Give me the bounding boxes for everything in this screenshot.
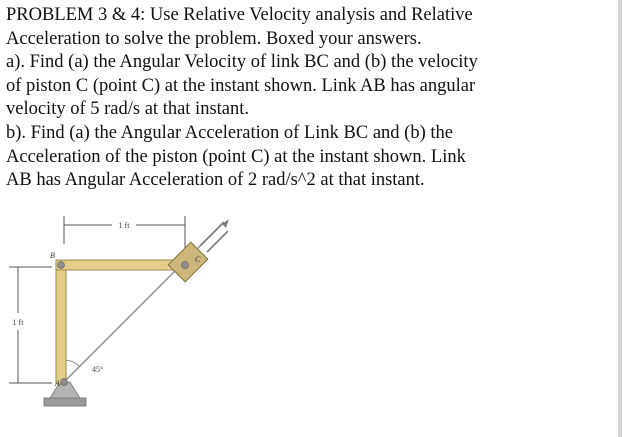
piston-guide bbox=[64, 219, 229, 382]
ground-base bbox=[44, 398, 86, 406]
problem-line: a). Find (a) the Angular Velocity of link BC and (b) the velocity bbox=[6, 52, 478, 73]
problem-line: Acceleration of the piston (point C) at the instant shown. Link bbox=[6, 146, 466, 167]
pin-a bbox=[61, 379, 68, 386]
pin-b bbox=[58, 262, 65, 269]
problem-line: PROBLEM 3 & 4: Use Relative Velocity analysis and Relative bbox=[6, 5, 473, 25]
piston-block bbox=[168, 242, 208, 282]
dimension-horizontal bbox=[64, 216, 185, 248]
problem-line: AB has Angular Acceleration of 2 rad/s^2 at that instant. bbox=[6, 170, 425, 191]
problem-statement bbox=[6, 4, 606, 193]
arrow-head-icon bbox=[222, 219, 229, 228]
point-c-label: C bbox=[195, 255, 201, 264]
link-ab bbox=[56, 260, 66, 384]
problem-line: of piston C (point C) at the instant shown. Link AB has angular bbox=[6, 75, 476, 96]
mechanism-diagram bbox=[0, 210, 260, 437]
mechanism-figure bbox=[0, 210, 260, 437]
angle-label: 45° bbox=[92, 365, 104, 374]
pin-c bbox=[182, 262, 189, 269]
dim-vertical-label: 1 ft bbox=[12, 318, 24, 327]
scrollbar-edge bbox=[618, 0, 622, 437]
ground-support bbox=[44, 382, 86, 406]
problem-line: b). Find (a) the Angular Acceleration of Link BC and (b) the bbox=[6, 122, 453, 143]
point-b-label: B bbox=[50, 251, 55, 260]
problem-line: velocity of 5 rad/s at that instant. bbox=[6, 99, 250, 120]
point-a-label: A bbox=[55, 379, 60, 388]
guide-line bbox=[64, 224, 222, 382]
dimension-vertical bbox=[9, 267, 52, 383]
dim-horizontal-label: 1 ft bbox=[118, 221, 130, 230]
problem-line: Acceleration to solve the problem. Boxed your answers. bbox=[6, 28, 422, 49]
